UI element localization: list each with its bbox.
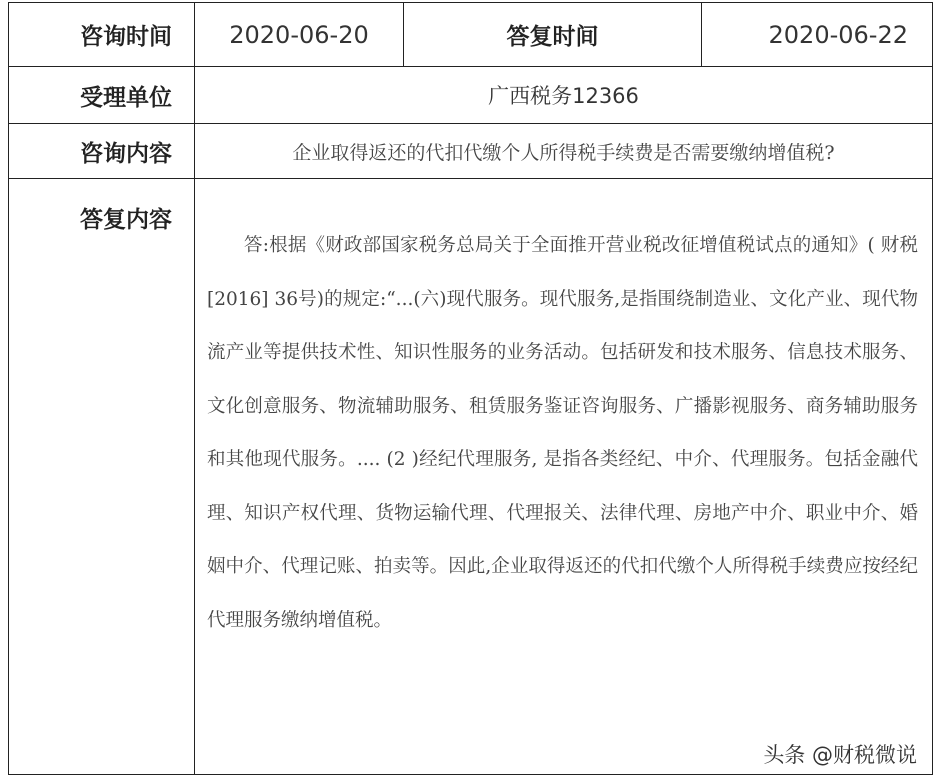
question-value: 企业取得返还的代扣代缴个人所得税手续费是否需要缴纳增值税?: [195, 124, 933, 179]
consult-time-value: 2020-06-20: [195, 3, 404, 67]
consultation-table: [8, 2, 933, 775]
row-unit: [9, 67, 933, 124]
reply-time-label: 答复时间: [404, 3, 702, 67]
unit-label: 受理单位: [9, 67, 195, 124]
answer-cell: [195, 179, 933, 775]
answer-label: 答复内容: [9, 179, 195, 775]
source-watermark: 头条 @财税微说: [763, 743, 917, 767]
answer-value: 答:根据《财政部国家税务总局关于全面推开营业税改征增值税试点的通知》( 财税[2016] 36号)的规定:“...(六)现代服务。现代服务,是指围绕制造业、文化产业、现代物流产业等提供技术性、知识性服务的业务活动。包括研发和技术服务、信息技术服务、文化创意服务、物流辅助服务、租赁服务鉴证咨询服务、广播影视服务、商务辅助服务和其他现代服务。.... (2 )经纪代理服务, 是指各类经纪、中介、代理服务。包括金融代理、知识产权代理、货物运输代理、代理报关、法律代理、房地产中介、职业中介、婚姻中介、代理记账、拍卖等。因此,企业取得返还的代扣代缴个人所得税手续费应按经纪代理服务缴纳增值税。: [207, 235, 918, 631]
question-label: 咨询内容: [9, 124, 195, 179]
row-question: [9, 124, 933, 179]
row-time: [9, 3, 933, 67]
row-answer: [9, 179, 933, 775]
reply-time-value: 2020-06-22: [702, 3, 933, 67]
unit-value: 广西税务12366: [195, 67, 933, 124]
consult-time-label: 咨询时间: [9, 3, 195, 67]
